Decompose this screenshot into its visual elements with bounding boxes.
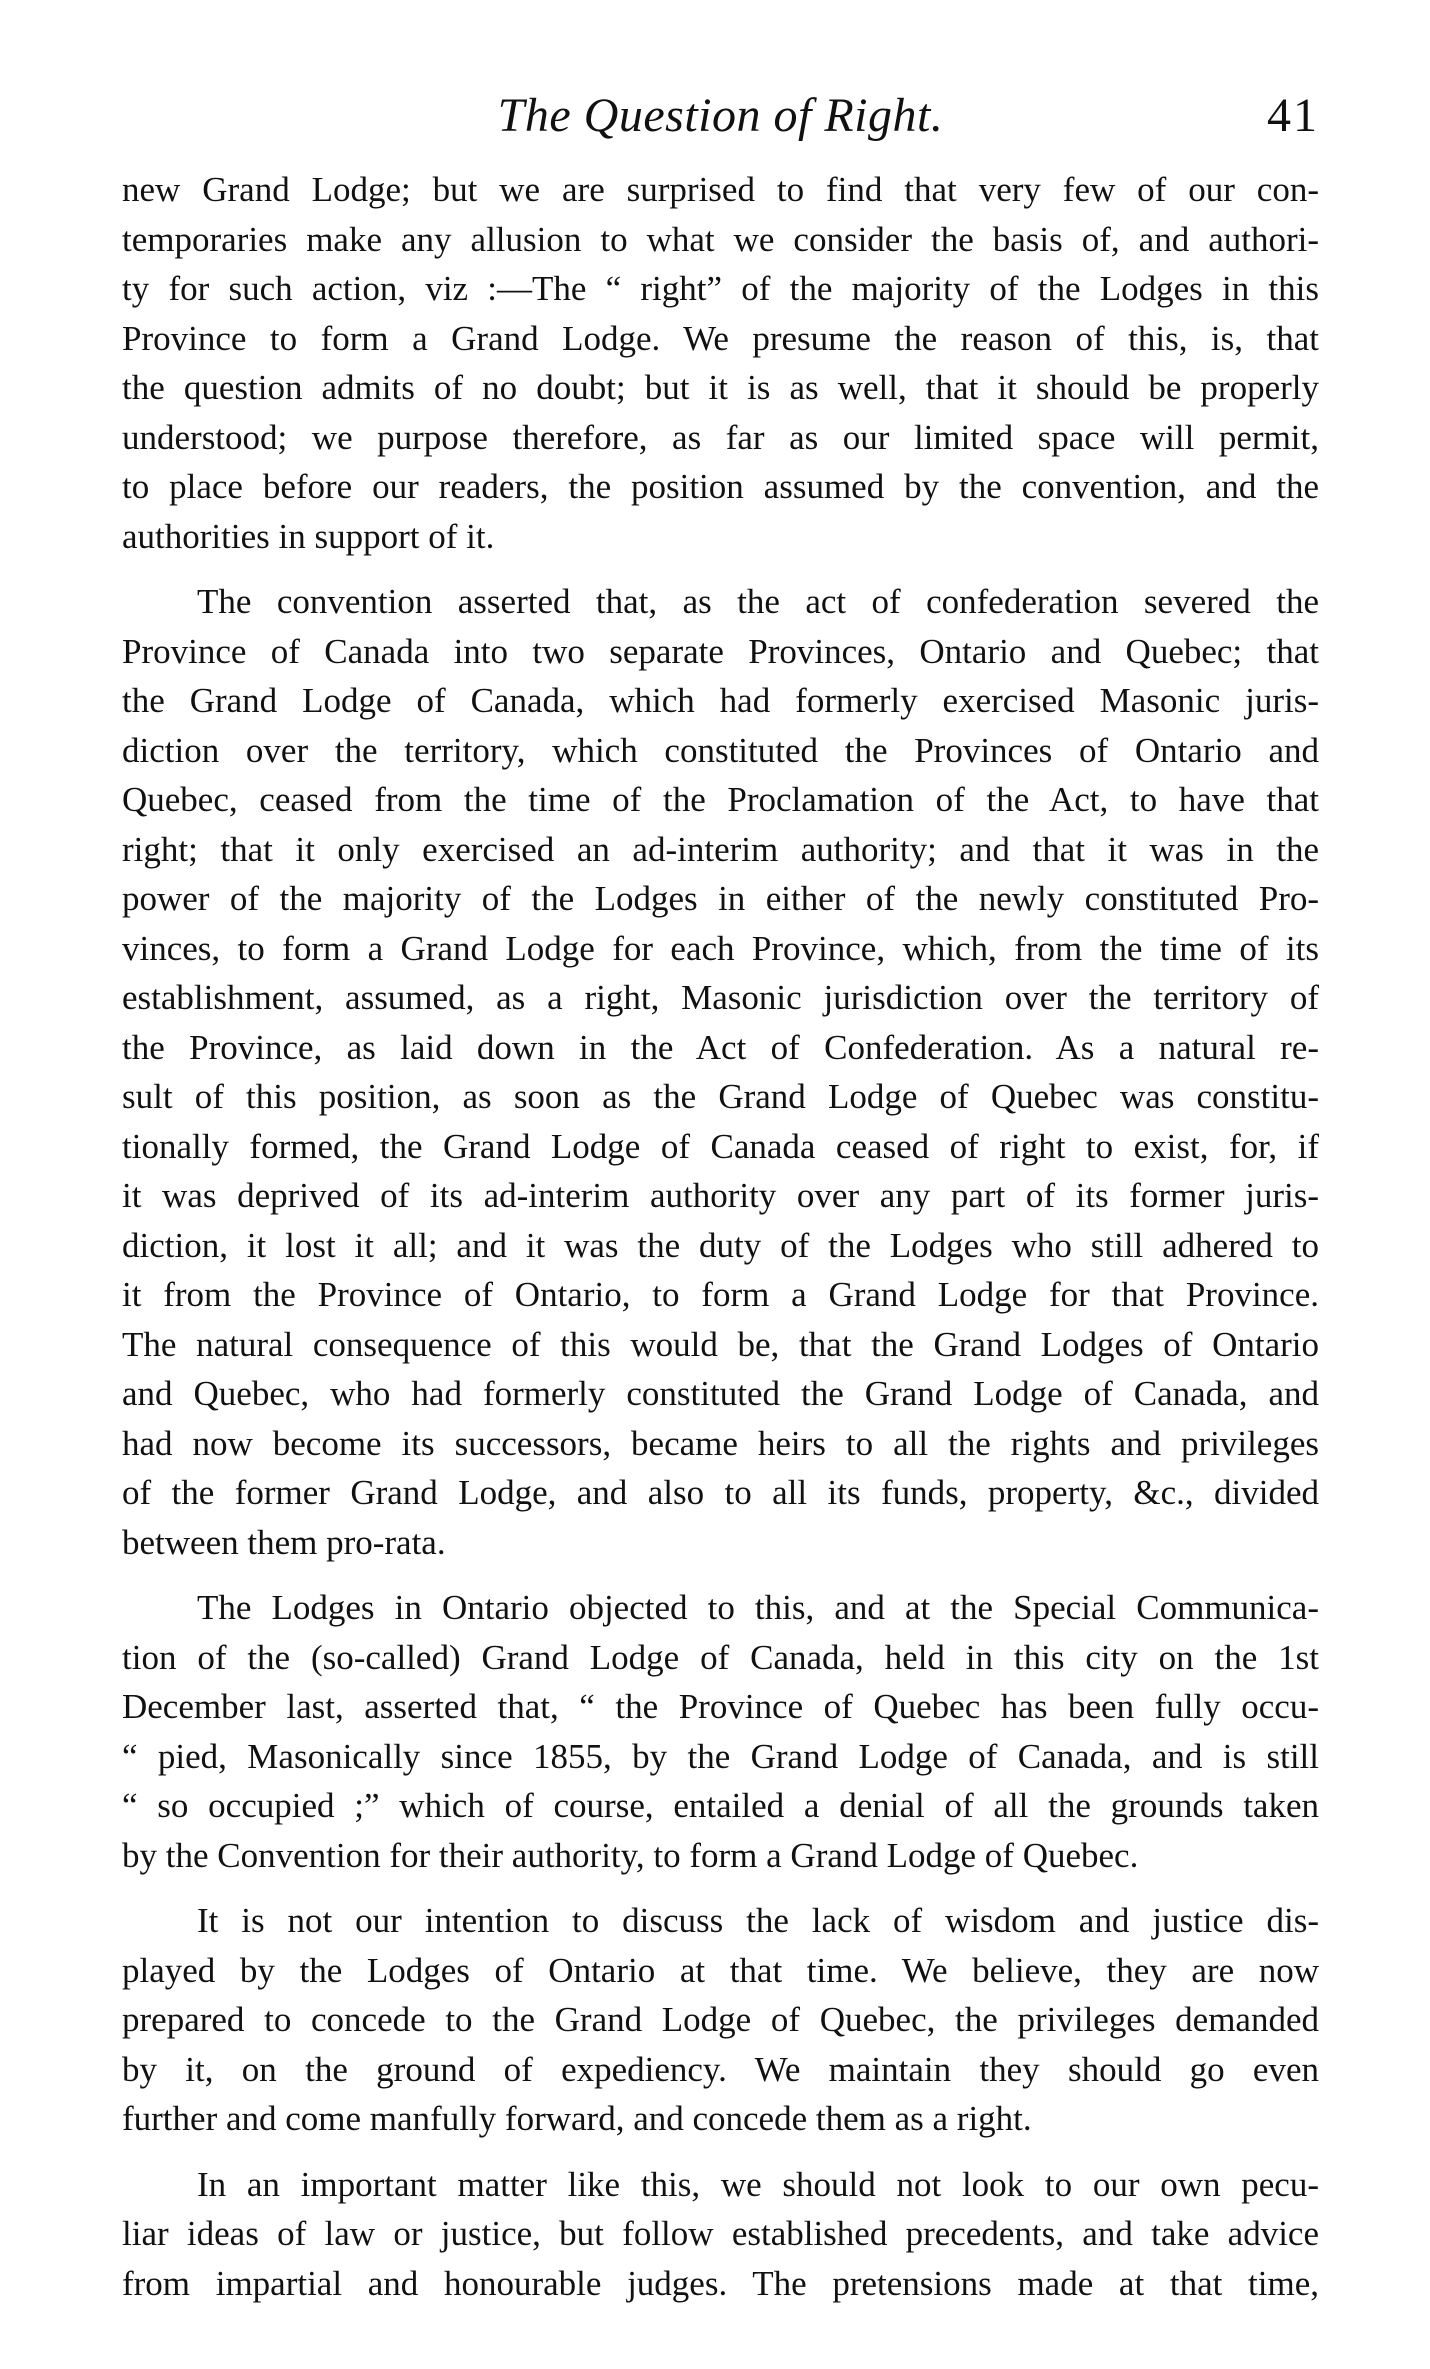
paragraph — [122, 1896, 1319, 2144]
text-line: by it, on the ground of expediency. We maintain they should go even — [122, 2049, 1319, 2089]
text-line: the Grand Lodge of Canada, which had formerly exercised Masonic juris- — [122, 681, 1319, 720]
text-line: sult of this position, as soon as the Grand Lodge of Quebec was constitu- — [122, 1077, 1319, 1116]
paragraph — [122, 2160, 1319, 2309]
page-header — [122, 88, 1319, 158]
text-line: In an important matter like this, we should not look to our own pecu- — [197, 2164, 1319, 2204]
text-line: understood; we purpose therefore, as far as our limited space will permit, — [122, 417, 1319, 457]
text-line: further and come manfully forward, and concede them as a right. — [122, 2099, 1032, 2138]
text-line: “ so occupied ;” which of course, entailed a denial of all the grounds taken — [122, 1786, 1319, 1825]
text-line: The Lodges in Ontario objected to this, and at the Special Communica- — [197, 1588, 1319, 1627]
text-line: the Province, as laid down in the Act of Confederation. As a natural re- — [122, 1027, 1319, 1067]
paragraph — [122, 165, 1319, 561]
text-line: diction, it lost it all; and it was the duty of the Lodges who still adhered to — [122, 1225, 1319, 1265]
text-line: and Quebec, who had formerly constituted the Grand Lodge of Canada, and — [122, 1374, 1319, 1413]
text-line: Quebec, ceased from the time of the Proclamation of the Act, to have that — [122, 780, 1319, 819]
text-line: The natural consequence of this would be, that the Grand Lodges of Ontario — [122, 1324, 1319, 1364]
paragraph — [122, 1583, 1319, 1880]
text-line: tionally formed, the Grand Lodge of Canada ceased of right to exist, for, if — [122, 1126, 1319, 1166]
text-line: Province of Canada into two separate Provinces, Ontario and Quebec; that — [122, 631, 1319, 671]
text-line: by the Convention for their authority, to form a Grand Lodge of Quebec. — [122, 1835, 1139, 1875]
text-line: The convention asserted that, as the act of confederation severed the — [197, 582, 1319, 621]
text-line: ty for such action, viz :—The “ right” of the majority of the Lodges in this — [122, 269, 1319, 308]
text-line: It is not our intention to discuss the lack of wisdom and justice dis- — [197, 1901, 1319, 1940]
text-line: vinces, to form a Grand Lodge for each Province, which, from the time of its — [122, 928, 1319, 968]
text-line: authorities in support of it. — [122, 516, 495, 556]
text-line: from impartial and honourable judges. The pretensions made at that time, — [122, 2263, 1319, 2303]
running-title: The Question of Right. — [497, 89, 944, 142]
text-line: temporaries make any allusion to what we consider the basis of, and authori- — [122, 219, 1319, 259]
text-line: the question admits of no doubt; but it is as well, that it should be properly — [122, 368, 1319, 407]
text-line: it from the Province of Ontario, to form a Grand Lodge for that Province. — [122, 1275, 1319, 1314]
text-line: establishment, assumed, as a right, Masonic jurisdiction over the territory of — [122, 978, 1319, 1017]
page-number: 41 — [1267, 89, 1319, 142]
paragraph — [122, 577, 1319, 1567]
text-line: “ pied, Masonically since 1855, by the Grand Lodge of Canada, and is still — [122, 1736, 1319, 1776]
text-line: right; that it only exercised an ad-interim authority; and that it was in the — [122, 829, 1319, 869]
text-line: of the former Grand Lodge, and also to all its funds, property, &c., divided — [122, 1473, 1319, 1512]
text-line: new Grand Lodge; but we are surprised to find that very few of our con- — [122, 170, 1319, 209]
text-line: power of the majority of the Lodges in either of the newly constituted Pro- — [122, 879, 1319, 918]
body-text — [122, 165, 1319, 2324]
text-line: tion of the (so-called) Grand Lodge of Canada, held in this city on the 1st — [122, 1637, 1319, 1677]
text-line: had now become its successors, became heirs to all the rights and privileges — [122, 1423, 1319, 1463]
text-line: played by the Lodges of Ontario at that time. We believe, they are now — [122, 1950, 1319, 1990]
text-line: diction over the territory, which constituted the Provinces of Ontario and — [122, 730, 1319, 770]
text-line: December last, asserted that, “ the Province of Quebec has been fully occu- — [122, 1687, 1319, 1726]
text-line: to place before our readers, the position assumed by the convention, and the — [122, 467, 1319, 506]
text-line: liar ideas of law or justice, but follow established precedents, and take advice — [122, 2214, 1319, 2253]
text-line: Province to form a Grand Lodge. We presume the reason of this, is, that — [122, 318, 1319, 358]
text-line: between them pro-rata. — [122, 1522, 446, 1562]
text-line: it was deprived of its ad-interim authority over any part of its former juris- — [122, 1176, 1319, 1215]
text-line: prepared to concede to the Grand Lodge of Quebec, the privileges demanded — [122, 2000, 1319, 2039]
